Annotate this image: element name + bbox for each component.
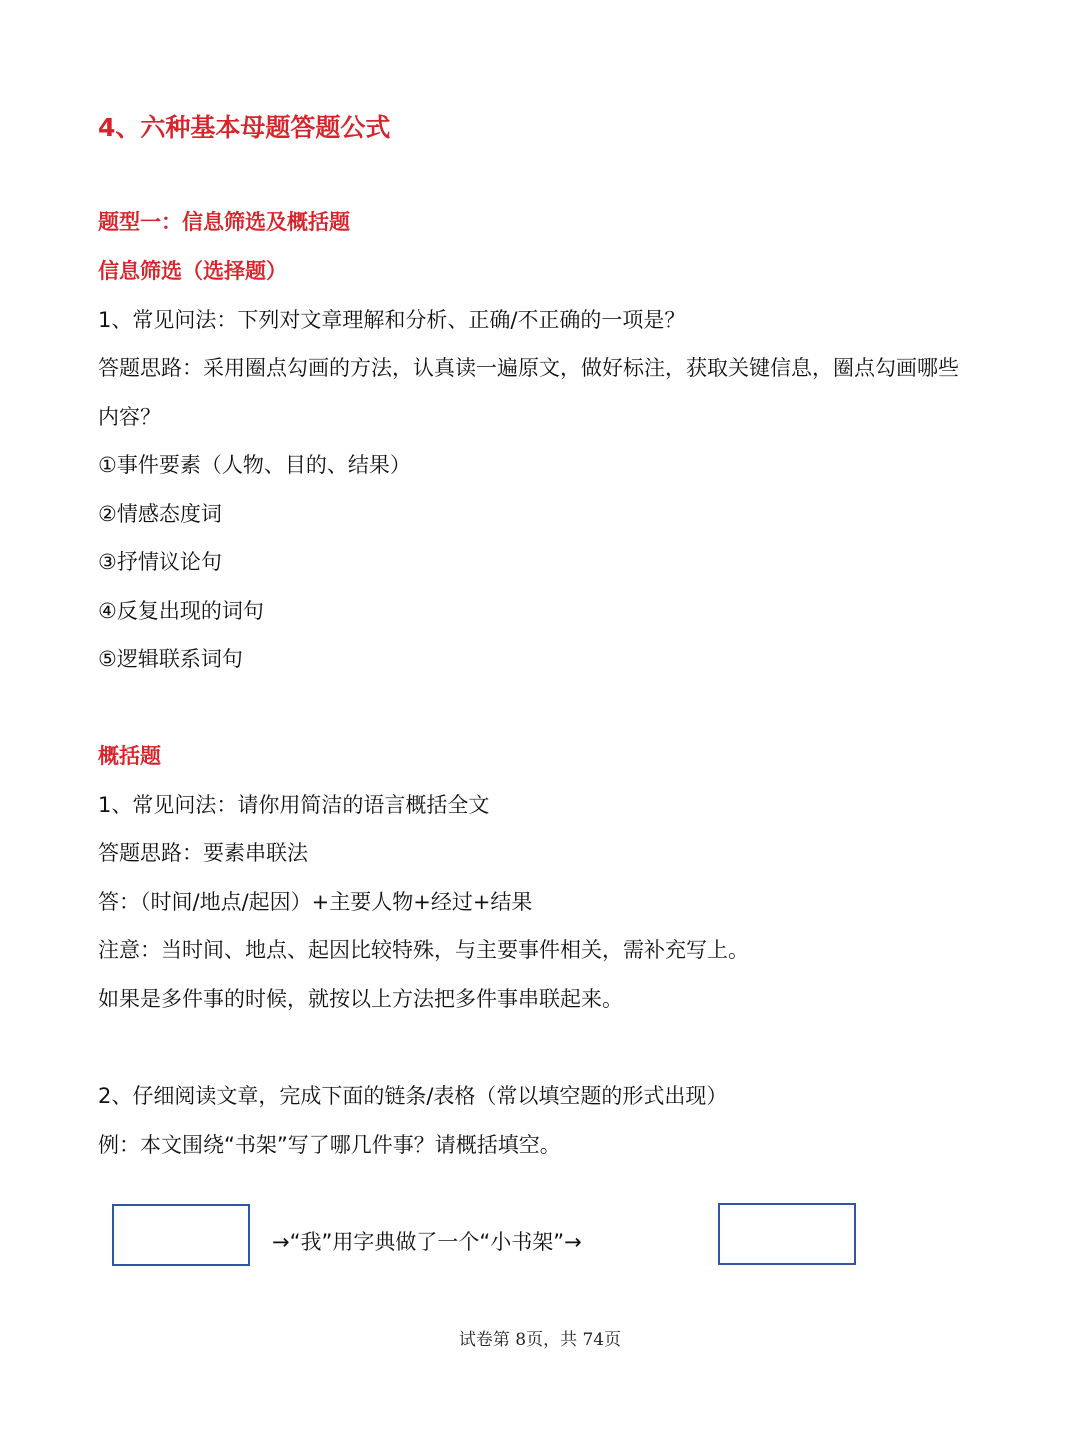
summary-answer: 答：（时间/地点/起因）+主要人物+经过+结果 — [98, 890, 533, 914]
list-item: ③抒情议论句 — [98, 550, 222, 574]
page-footer: 试卷第 8页，共 74页 — [458, 1330, 622, 1350]
list-item: ④反复出现的词句 — [98, 599, 264, 623]
list-item: ⑤逻辑联系词句 — [98, 647, 243, 671]
info-filter-heading: 信息筛选（选择题） — [98, 259, 287, 283]
summary-heading: 概括题 — [98, 744, 161, 768]
summary-question2: 2、仔细阅读文章，完成下面的链条/表格（常以填空题的形式出现） — [98, 1084, 728, 1108]
list-item: ①事件要素（人物、目的、结果） — [98, 453, 411, 477]
blank-box-right[interactable] — [718, 1203, 856, 1265]
summary-note: 注意：当时间、地点、起因比较特殊，与主要事件相关，需补充写上。 — [98, 938, 749, 962]
list-item: ②情感态度词 — [98, 502, 222, 526]
info-filter-question: 1、常见问法：下列对文章理解和分析、正确/不正确的一项是？ — [98, 308, 686, 332]
summary-question1: 1、常见问法：请你用简洁的语言概括全文 — [98, 793, 490, 817]
chain-text: →“我”用字典做了一个“小书架”→ — [272, 1230, 582, 1254]
summary-approach: 答题思路：要素串联法 — [98, 841, 308, 865]
summary-multi: 如果是多件事的时候，就按以上方法把多件事串联起来。 — [98, 987, 623, 1011]
blank-box-left[interactable] — [112, 1204, 250, 1266]
type1-heading: 题型一：信息筛选及概括题 — [98, 210, 350, 234]
section-title: 4、六种基本母题答题公式 — [98, 113, 391, 142]
info-filter-approach-line1: 答题思路：采用圈点勾画的方法，认真读一遍原文，做好标注，获取关键信息，圈点勾画哪些 — [98, 356, 959, 380]
fill-in-chain — [112, 1203, 872, 1267]
summary-example: 例：本文围绕“书架”写了哪几件事？请概括填空。 — [98, 1133, 561, 1157]
info-filter-approach-line2: 内容？ — [98, 405, 161, 429]
